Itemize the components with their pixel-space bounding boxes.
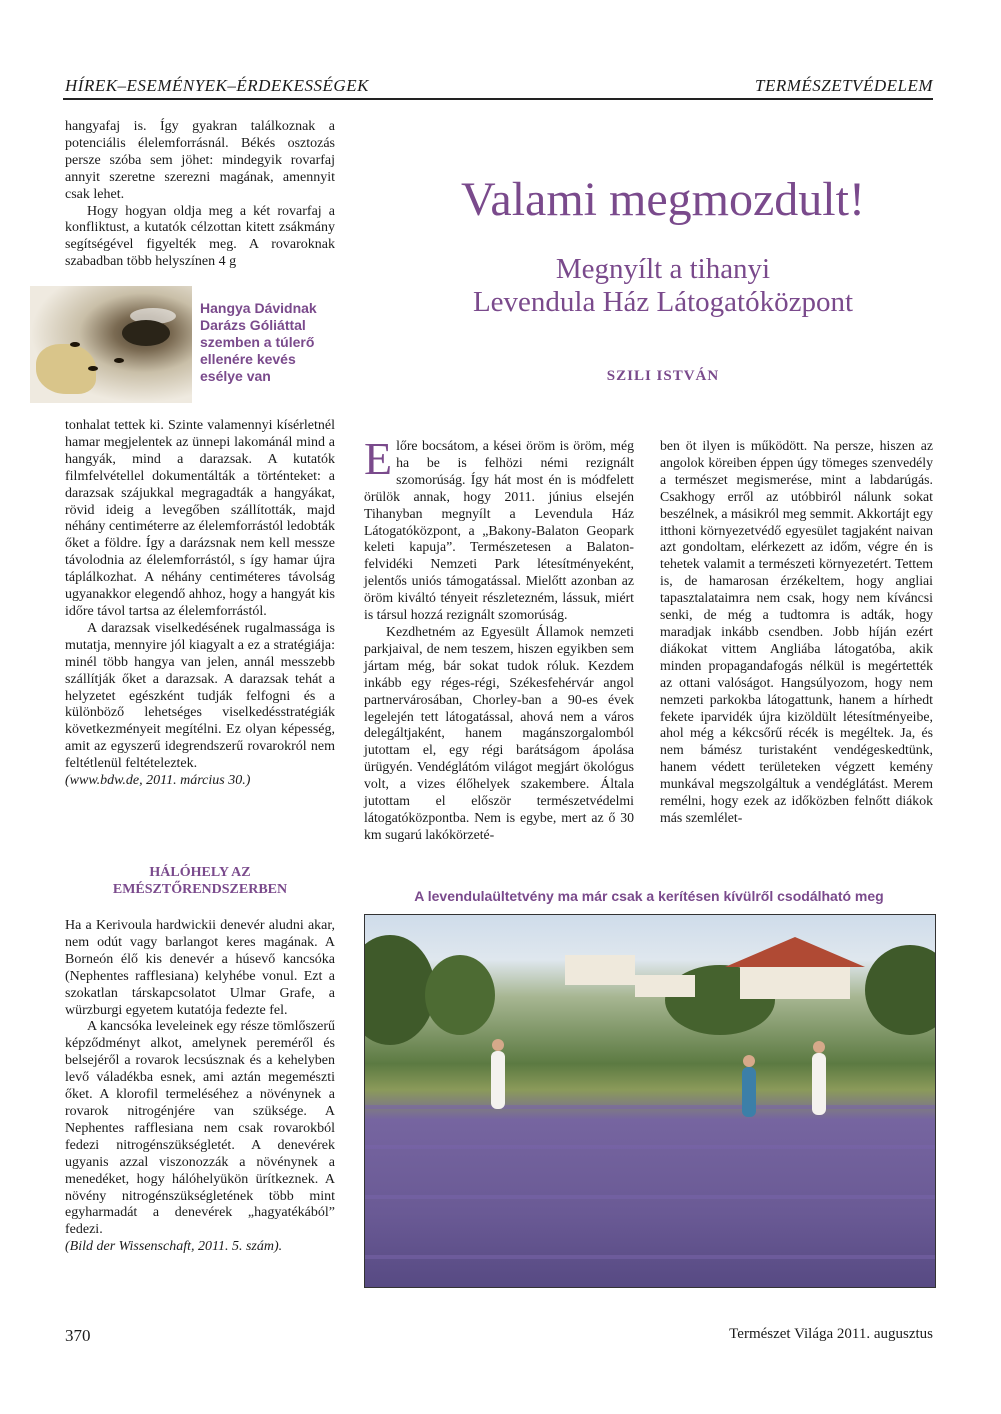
article-paragraph: lőre bocsátom, a kései öröm is öröm, még ha be is felhözi némi rezignált szomorúság. Így hát most én is módfelett örülök annak, hogy 2011. június elsején Tihanyban megnyílt a Levendula Ház Látogatóközpont, a „Bakony-Balaton Geopark keleti kapuja”. Természetesen a Balaton-felvidéki Nemzeti Park létesítményeként, jelentős uniós támogatással. Mielőtt azonban az öröm kiváltó tényeit részletezném, lássuk, miért is társul hozzá rezignált szomorúság. xyxy=(364,438,634,623)
photo-caption-lavender: A levendulaültetvény ma már csak a kerítésen kívülről csodálható meg xyxy=(414,888,884,904)
roof-shape xyxy=(725,937,865,967)
source-citation: (www.bdw.de, 2011. március 30.) xyxy=(65,773,251,789)
article-title: Valami megmozdult! xyxy=(461,173,865,226)
col1-bottom xyxy=(65,918,335,1256)
source-citation: (Bild der Wissenschaft, 2011. 5. szám). xyxy=(65,1239,283,1255)
col1-paragraph: Ha a Kerivoula hardwickii denevér aludni akar, nem odút vagy barlangot keres magának. A Borneón élő kis denevér a húsevő kancsóka (Nephentes rafflesiana) kelyhébe vonul. Ezt a szokatlan társkapcsolatot Ulmar Grafe, a würzburgi egyetem kutatója fedezte fel. xyxy=(65,918,335,1018)
col1-top xyxy=(65,119,335,271)
lavender-field-photo xyxy=(364,914,936,1288)
ant-shape xyxy=(70,342,80,347)
bait-shape xyxy=(36,344,96,394)
ant-shape xyxy=(114,358,124,363)
col1-paragraph: A darazsak viselkedésének rugalmassága is mutatja, mennyire jól kiagyalt a ez a stratégiája: minél több hangya van jelen, annál messzebb szállítják őket a darazsak. A darazsak tehát a helyzetet egészként tudják felfogni és a különböző lehetséges viselkedésstratégiák következményeit megítélni. Ez olyan képesség, amit az egyszerű idegrendszerű rovarokról nem feltétlenül feltételeztek. xyxy=(65,620,335,772)
article-subtitle xyxy=(392,253,934,319)
person-shape xyxy=(742,1067,756,1117)
subtitle-line-2: Levendula Ház Látogatóközpont xyxy=(472,286,854,318)
person-shape xyxy=(491,1051,505,1109)
house-shape xyxy=(635,975,695,997)
lavender-row xyxy=(365,1195,935,1199)
person-head xyxy=(743,1055,755,1067)
person-head xyxy=(492,1039,504,1051)
section-title-hallohely: HÁLÓHELY AZ EMÉSZTŐRENDSZERBEN xyxy=(112,865,288,897)
magazine-issue: Természet Világa 2011. augusztus xyxy=(729,1326,933,1342)
article-paragraph: Kezdhetném az Egyesült Államok nemzeti parkjaival, de nem teszem, hiszen egyikben sem jártam még, bár sokat tudok róluk. Kezdem inkább egy réges-régi, Székesfehérvár angol partnervárosában, Chorley-ban a 90-es évek legelején tett látogatással, ahová nem a város delegáltjaként, hanem magánszorgalomból jutottam el, egy régi barátságom ápolása ürügyén. Vendéglátóm világot megjárt ökológus volt, a vizes élőhelyek szakembere. Általa jutottam el először természetvédelmi látogatóközpontba. Nem is egybe, mert az ő 30 km sugarú lakókörzeté- xyxy=(364,623,634,842)
lavender-row xyxy=(365,1145,935,1149)
ant-wasp-photo xyxy=(30,286,192,403)
ant-shape xyxy=(88,366,98,371)
article-col3 xyxy=(660,438,933,827)
article-author: SZILI ISTVÁN xyxy=(606,368,720,384)
house-shape xyxy=(565,955,635,985)
drop-cap: E xyxy=(364,433,393,484)
lavender-row xyxy=(365,1105,935,1109)
section-header-left: HÍREK–ESEMÉNYEK–ÉRDEKESSÉGEK xyxy=(65,76,369,95)
header-rule xyxy=(63,98,933,100)
col1-middle xyxy=(65,418,335,790)
col1-paragraph: A kancsóka leveleinek egy része tömlőszerű képződményt alkot, amelynek pereméről és belsejéről a rovarok lecsúsznak és a kehelyben levő váladékba esnek, ami aztán megemészti őket. A klorofil termeléséhez a növénynek a rovarok nitrogénjére van szüksége. A Nephentes rafflesiana nem csak rovarokból fedezi nitrogénszükségletét. A denevérek ugyanis azzal viszonozzák a növénynek a menedéket, hogy hálóhelyükön ürítkeznek. A növény nitrogénszükségletének több mint egyharmadát a denevérek „hagyatékából” fedezi. xyxy=(65,1019,335,1238)
article-col2 xyxy=(364,433,634,844)
col1-paragraph: tonhalat tettek ki. Szinte valamennyi kísérletnél hamar megjelentek az ünnepi lakománál mind a hangyák, mind a darazsak. A kutatók filmfelvétellel dokumentálták a történteket: a darazsak szájukkal megragadták a hangyákat, rövid ideig a levegőben szállították, majd néhány centiméterre az élelemforrástól ledobták őket a földre. Így a darázsnak nem kell messze távolodnia az élelemforrástól, s így hamar újra táplálkozhat. A néhány centiméteres távolság ugyanakkor elegendő ahhoz, hogy a hangyát kis időre távol tartsa az élelemforrástól. xyxy=(65,418,335,619)
tree-shape xyxy=(425,955,495,1035)
person-head xyxy=(813,1041,825,1053)
page-number: 370 xyxy=(65,1326,91,1345)
lavender-row xyxy=(365,1255,935,1259)
col1-paragraph: hangyafaj is. Így gyakran találkoznak a potenciális élelemforrásnál. Békés osztozás persze szóba sem jöhet: mindegyik rovarfaj annyit szeretne szerezni magának, amennyit csak lehet. xyxy=(65,119,335,202)
section-header-right: TERMÉSZETVÉDELEM xyxy=(755,76,933,95)
article-paragraph: ben öt ilyen is működött. Na persze, hiszen az angolok köreiben éppen úgy tömeges szenvedély a természet megismerése, mint a labdarúgás. Csakhogy erről az utóbbiról nálunk sokat beszélnek, a másikról meg semmit. Akkortájt egy itthoni környezetvédő egyesület tagjaként naivan azt gondoltam, elérkezett az időm, végre én is tehetek valamit a természeti környezetért. Tettem is, de hamarosan érzékeltem, hogy angliai tapasztalataimra nem csak, hogy nem kíváncsi senki, de még a tudtomra is adták, hogy maradjak inkább csendben. Jobb híján ezért diákokat vittem Angliába látogatóba, akik minden propagandafogás nélkül is megértették az ottani valóságot. Hangsúlyozom, hogy nem nemzeti parkokba látogattunk, hanem a hírhedt fekete iparvidék újra kizöldült létesítményeibe, ahol még a kékcsőrű récék is megéltek. Ja, és nem bámész turistaként vendégeskedtünk, hanem védett területeken végzett kemény munkával megszolgáltuk a vendéglátást. Merem remélni, hogy ezek az időközben felnőtt diákok más szemlélet- xyxy=(660,438,933,825)
subtitle-line-1: Megnyílt a tihanyi xyxy=(555,253,771,285)
person-shape xyxy=(812,1053,826,1115)
tree-shape xyxy=(865,945,936,1035)
photo-caption-ants: Hangya Dávidnak Darázs Góliáttal szemben a túlerő ellenére kevés esélye van xyxy=(200,300,317,384)
wasp-shape xyxy=(122,320,170,346)
house-shape xyxy=(740,967,850,999)
col1-paragraph: Hogy hogyan oldja meg a két rovarfaj a konfliktust, a kutatók célzottan kitett zsákmány segítségével figyelték meg. A rovaroknak szabadban több helyszínen 4 g xyxy=(65,203,335,270)
